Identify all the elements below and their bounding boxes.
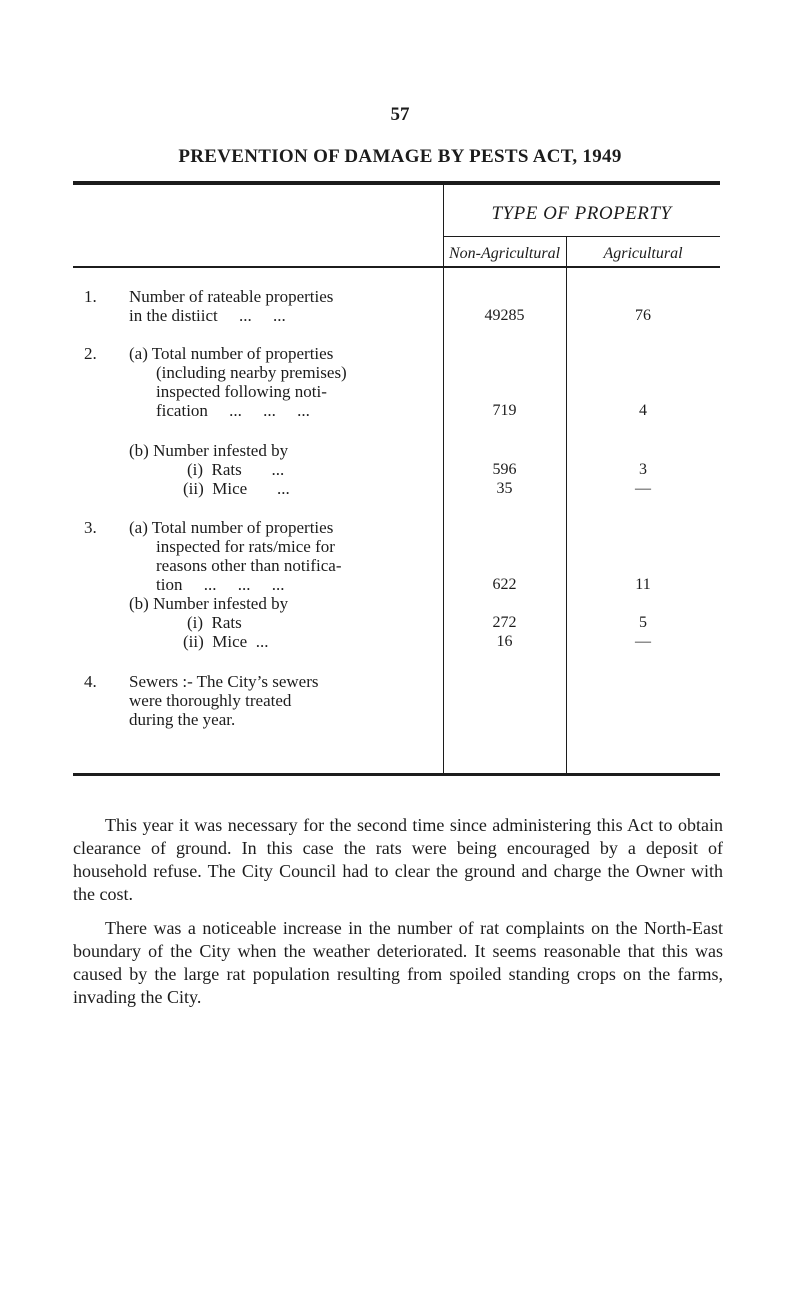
agricultural-header: Agricultural — [603, 245, 683, 262]
row-label-line: (ii) Mice ... — [183, 479, 290, 498]
non-agricultural-value: 272 — [492, 614, 517, 631]
row-label-line: Sewers :- The City’s sewers — [129, 672, 319, 691]
agricultural-value: — — [635, 480, 651, 497]
row-label-line: (b) Number infested by — [129, 594, 289, 613]
row-number: 3. — [84, 518, 97, 537]
type-of-property-header: TYPE OF PROPERTY — [491, 203, 672, 224]
table-subheader-rule — [443, 236, 720, 237]
non-agricultural-value: 719 — [492, 402, 517, 419]
non-agricultural-header: Non-Agricultural — [448, 245, 561, 262]
row-label-line: (a) Total number of properties — [129, 344, 334, 363]
row-number: 1. — [84, 287, 97, 306]
table-top-rule — [73, 181, 720, 185]
agricultural-value: — — [635, 633, 651, 650]
row-label-line: (ii) Mice ... — [183, 632, 269, 651]
row-label-line: (including nearby premises) — [156, 363, 347, 382]
row-label-line: reasons other than notifica- — [156, 556, 342, 575]
row-label-line: (i) Rats ... — [187, 460, 285, 479]
agricultural-value: 11 — [635, 576, 651, 593]
non-agricultural-value: 596 — [492, 461, 517, 478]
agricultural-value: 5 — [639, 614, 647, 631]
row-number: 2. — [84, 344, 97, 363]
row-label-line: (i) Rats — [187, 613, 242, 632]
non-agricultural-value: 49285 — [484, 307, 525, 324]
row-label-line: were thoroughly treated — [129, 691, 292, 710]
row-label-line: (b) Number infested by — [129, 441, 289, 460]
agricultural-value: 76 — [635, 307, 651, 324]
table-bottom-rule — [73, 773, 720, 776]
table-header-rule — [73, 266, 720, 268]
page-title: PREVENTION OF DAMAGE BY PESTS ACT, 1949 — [178, 146, 622, 167]
non-agricultural-value: 622 — [492, 576, 517, 593]
row-label-line: during the year. — [129, 710, 236, 729]
row-label-line: in the distiict ... ... — [129, 306, 286, 325]
page-number: 57 — [390, 104, 410, 125]
non-agricultural-value: 35 — [496, 480, 513, 497]
agricultural-value: 4 — [639, 402, 647, 419]
body-paragraph: This year it was necessary for the second time since administering this Act to obtain clearance of ground. In this case the rats were being encouraged by a deposit of household refuse. The City Council had to clear the ground and charge the Owner with the cost. — [73, 815, 723, 904]
row-label-line: Number of rateable properties — [129, 287, 334, 306]
row-label-line: inspected following noti- — [156, 382, 327, 401]
row-label-line: tion ... ... ... — [156, 575, 285, 594]
row-label-line: (a) Total number of properties — [129, 518, 334, 537]
row-number: 4. — [84, 672, 97, 691]
body-paragraph: There was a noticeable increase in the number of rat complaints on the North-East boundary of the City when the weather deteriorated. It seems reasonable that this was caused by the large rat population resulting from spoiled standing crops on the farms, invading the City. — [73, 918, 723, 1007]
agricultural-value: 3 — [639, 461, 647, 478]
row-label-line: inspected for rats/mice for — [156, 537, 335, 556]
non-agricultural-value: 16 — [496, 633, 513, 650]
row-label-line: fication ... ... ... — [156, 401, 310, 420]
